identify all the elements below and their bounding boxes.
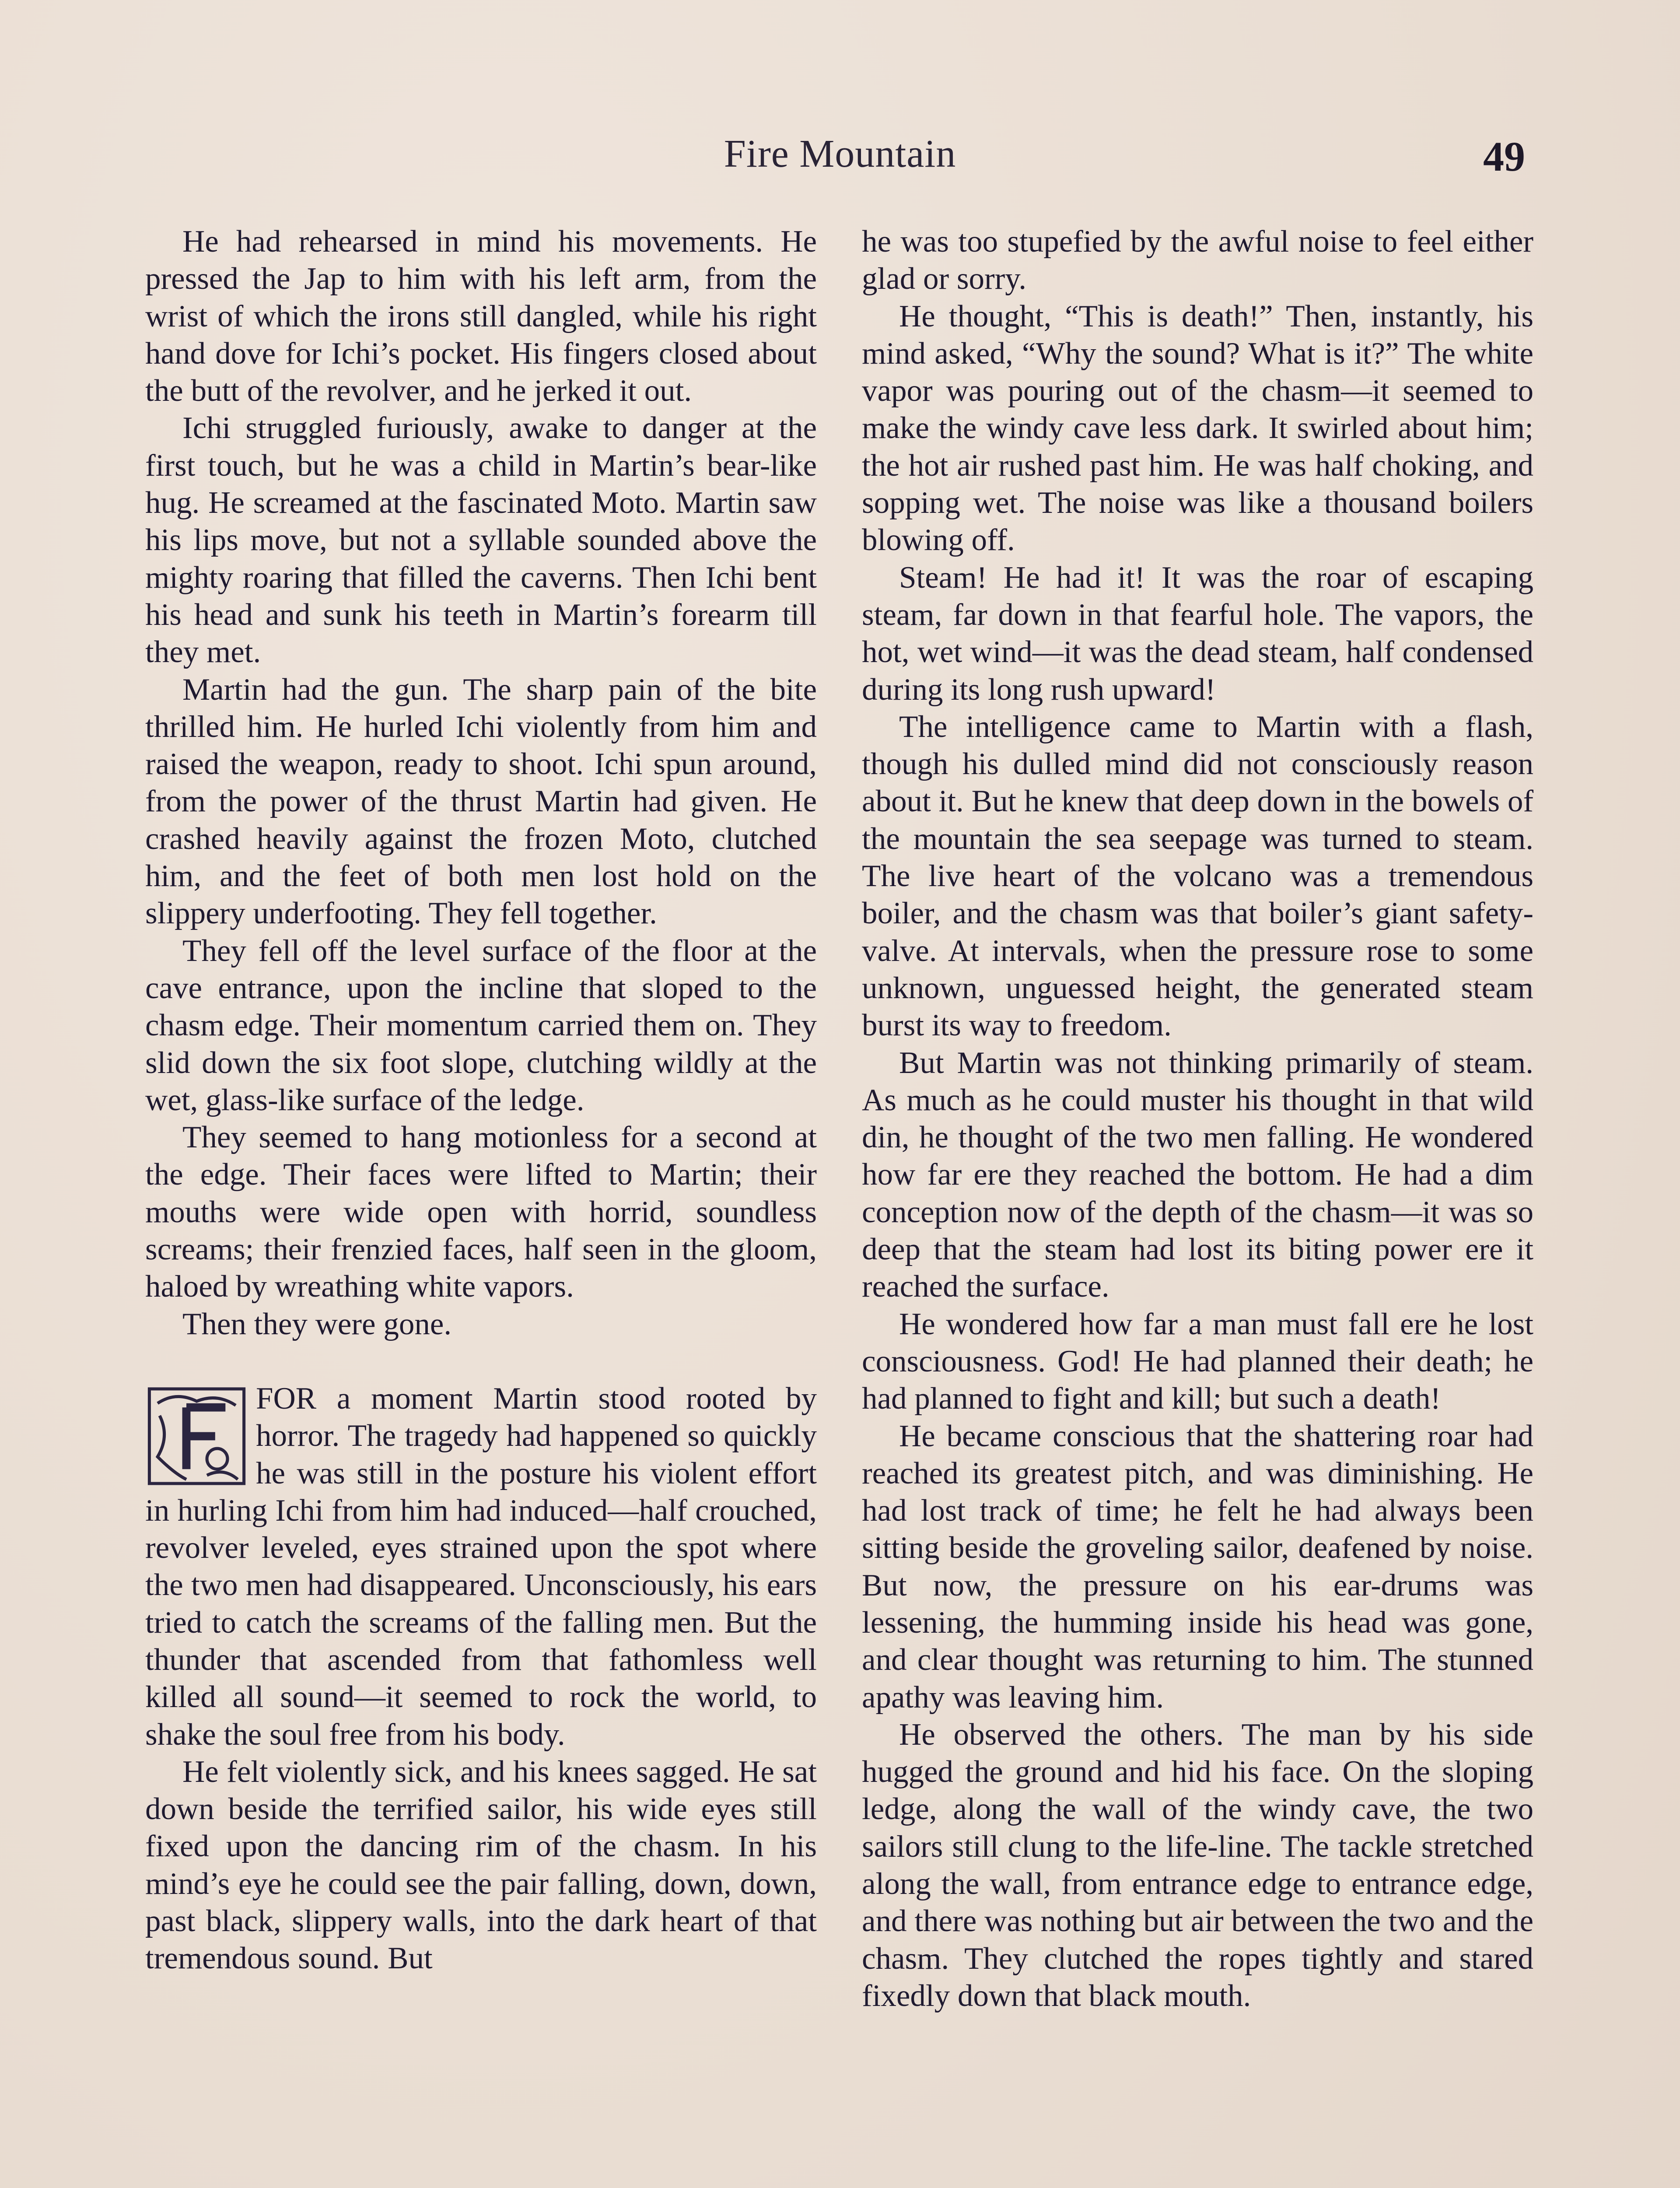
continued-paragraph: he was too stupefied by the awful noise to feel either glad or sorry. [862,224,1533,296]
paragraph: They fell off the level surface of the floor at the cave entrance, upon the incline that sloped to the chasm edge. Their momentum carried them on. They slid down the six foot slope, clutching wildly at the wet, glass-like surface of the ledge. [145,933,817,1117]
paragraph: Then they were gone. [182,1307,452,1341]
running-header-title: Fire Mountain [724,132,956,175]
paragraph: He became conscious that the shattering roar had reached its greatest pitch, and was diminishing. He had lost track of time; he felt he had always been sitting beside the groveling sailor, deafened by noise. But now, the pressure on his ear-drums was lessening, the humming inside his head was gone, and clear thought was returning to him. The stunned apathy was leaving him. [862,1419,1533,1715]
paragraph: Ichi struggled furiously, awake to danger at the first touch, but he was a child in Martin’s bear-like hug. He screamed at the fascinated Moto. Martin saw his lips move, but not a syllable sounded above the mighty roaring that filled the caverns. Then Ichi bent his head and sunk his teeth in Martin’s forearm till they met. [145,411,817,670]
paragraph: He felt violently sick, and his knees sagged. He sat down beside the terrified sailor, his wide eyes still fixed upon the dancing rim of the chasm. In his mind’s eye he could see the pair falling, down, down, past black, slippery walls, into the dark heart of that tremendous sound. But [145,1754,817,1976]
paragraph: They seemed to hang motionless for a second at the edge. Their faces were lifted to Martin; their mouths were wide open with horrid, soundless screams; their frenzied faces, half seen in the gloom, haloed by wreathing white vapors. [145,1120,817,1304]
right-column [862,223,1533,2015]
paragraph: But Martin was not thinking primarily of steam. As much as he could muster his thought in that wild din, he thought of the two men falling. He wondered how far ere they reached the bottom. He had a dim conception now of the depth of the chasm—it was so deep that the steam had lost its biting power ere it reached the surface. [862,1045,1533,1304]
paragraph: He had rehearsed in mind his movements. He pressed the Jap to him with his left arm, from the wrist of which the irons still dangled, while his right hand dove for Ichi’s pocket. His fingers closed about the butt of the revolver, and he jerked it out. [145,224,817,408]
left-column [145,223,817,1978]
paragraph: He thought, “This is death!” Then, instantly, his mind asked, “Why the sound? What is it?” The white vapor was pouring out of the chasm—it seemed to make the windy cave less dark. It swirled about him; the hot air rushed past him. He was half choking, and sopping wet. The noise was like a thousand boilers blowing off. [862,299,1533,558]
page-number: 49 [1483,133,1525,180]
paragraph: Martin had the gun. The sharp pain of the bite thrilled him. He hurled Ichi violently from him and raised the weapon, ready to shoot. Ichi spun around, from the power of the thrust Martin had given. He crashed heavily against the frozen Moto, clutched him, and the feet of both men lost hold on the slippery underfooting. They fell together. [145,672,817,931]
paragraph: The intelligence came to Martin with a flash, though his dulled mind did not consciously reason about it. But he knew that deep down in the bowels of the mountain the sea seepage was turned to steam. The live heart of the volcano was a tremendous boiler, and the chasm was that boiler’s giant safety-valve. At intervals, when the pressure rose to some unknown, unguessed height, the generated steam burst its way to freedom. [862,709,1533,1043]
section-opening [145,1380,817,1753]
paragraph: Steam! He had it! It was the roar of escaping steam, far down in that fearful hole. The vapors, the hot, wet wind—it was the dead steam, half condensed during its long rush upward! [862,560,1533,707]
decorative-initial-F-icon [145,1384,248,1489]
section-opening-paragraph: FOR a moment Martin stood rooted by horror. The tragedy had happened so quickly he was still in the posture his violent effort in hurling Ichi from him had induced—half crouched, revolver leveled, eyes strained upon the spot where the two men had disappeared. Unconsciously, his ears tried to catch the screams of the falling men. But the thunder that ascended from that fathomless well killed all sound—it seemed to rock the world, to shake the soul free from his body. [145,1381,817,1752]
paragraph: He observed the others. The man by his side hugged the ground and hid his face. On the sloping ledge, along the wall of the windy cave, the two sailors still clung to the life-line. The tackle stretched along the wall, from entrance edge to entrance edge, and there was nothing but air between the two and the chasm. They clutched the ropes tightly and stared fixedly down that black mouth. [862,1717,1533,2013]
paragraph: He wondered how far a man must fall ere he lost consciousness. God! He had planned their death; he had planned to fight and kill; but such a death! [862,1307,1533,1416]
